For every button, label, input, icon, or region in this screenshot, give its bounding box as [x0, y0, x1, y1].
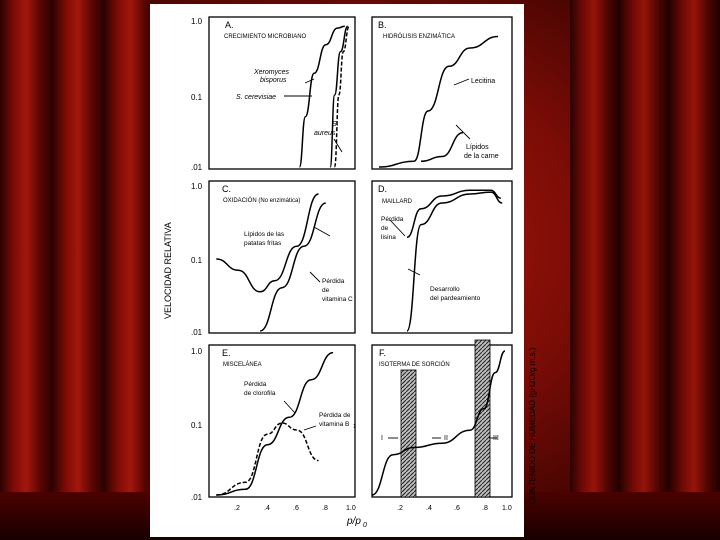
x-tick-e-5: 1.0 — [346, 505, 356, 512]
label-s-cerevisiae: S. cerevisiae — [236, 94, 277, 101]
right-axis-title: CONTENIDO DE HUMEDAD (gH2O/g m.s.) — [528, 347, 537, 504]
panel-d-letter: D. — [378, 184, 387, 194]
panel-b-title: HIDRÓLISIS ENZIMÁTICA — [383, 34, 456, 40]
series-line-d-1 — [407, 190, 501, 237]
figure-svg — [150, 4, 537, 537]
label-de-clorofila: de clorofila — [244, 390, 276, 397]
x-tick-e-3: .6 — [293, 505, 299, 512]
panel-c-title: OXIDACIÓN (No enzimática) — [223, 198, 301, 204]
y-tick-c-2: 0.1 — [191, 256, 203, 265]
label-xeromyces: Xeromyces — [254, 69, 290, 76]
label-bisporus: bisporus — [260, 77, 287, 84]
x-axis-subscript: 0 — [363, 522, 367, 529]
panel-e-letter: E. — [222, 348, 231, 358]
x-tick-f-1: .2 — [397, 505, 403, 512]
zone-bar-1 — [401, 370, 416, 497]
label-vitamina-c: vitamina C — [322, 296, 353, 303]
zone-label-i: I — [381, 435, 383, 442]
label-lisina: lisina — [381, 234, 396, 241]
label-de-c: de — [322, 287, 330, 294]
label-de-la-carne: de la carne — [464, 153, 499, 160]
panel-d-title: MAILLARD — [382, 199, 413, 205]
zone-label-iii: III — [493, 435, 499, 442]
y-tick-a-1: 1.0 — [191, 17, 203, 26]
y-tick-a-2: 0.1 — [191, 93, 203, 102]
label-perdida-de-b1: Pérdida de — [319, 412, 351, 419]
series-line-e-2 — [216, 423, 318, 495]
label-de-lisina: de — [381, 225, 389, 232]
right-curtain — [570, 0, 720, 540]
y-tick-c-3: .01 — [191, 328, 203, 337]
label-patatas-fritas: patatas fritas — [244, 240, 282, 247]
label-perdida-clorofila: Pérdida — [244, 381, 267, 388]
x-tick-f-5: 1.0 — [502, 505, 512, 512]
zone-label-ii: II — [444, 435, 448, 442]
panel-e-title: MISCELÁNEA — [223, 362, 262, 368]
panel-f-title: ISOTERMA DE SORCIÓN — [379, 362, 450, 368]
panel-a-title: CRECIMIENTO MICROBIANO — [224, 34, 307, 40]
x-tick-e-2: .4 — [264, 505, 270, 512]
series-line-c-2 — [260, 203, 326, 331]
label-lipidos: Lípidos — [466, 144, 489, 151]
y-axis-title: VELOCIDAD RELATIVA — [163, 222, 173, 319]
label-perdida-c: Pérdida — [322, 278, 345, 285]
y-tick-e-2: 0.1 — [191, 421, 203, 430]
label-desarrollo: Desarrollo — [430, 286, 460, 293]
panel-b-letter: B. — [378, 20, 387, 30]
x-tick-f-3: .6 — [454, 505, 460, 512]
x-axis-title: p/p — [347, 516, 361, 527]
label-lipidos-patatas: Lípidos de las — [244, 231, 285, 238]
label-pardeamiento: del pardeamiento — [430, 295, 481, 302]
y-tick-e-1: 1.0 — [191, 347, 203, 356]
x-tick-f-2: .4 — [426, 505, 432, 512]
series-line-b-2 — [421, 133, 463, 162]
y-tick-e-3: .01 — [191, 493, 203, 502]
x-tick-e-4: .8 — [322, 505, 328, 512]
panel-f-letter: F. — [379, 348, 387, 358]
left-curtain — [0, 0, 150, 540]
series-line-e-1 — [216, 353, 333, 495]
label-aureus: aureus — [314, 130, 336, 137]
label-perdida-lisina: Pérdida — [381, 216, 404, 223]
x-tick-e-1: .2 — [234, 505, 240, 512]
label-lecitina: Lecitina — [471, 78, 496, 85]
panel-a-letter: A. — [225, 20, 234, 30]
series-line-d-2 — [407, 192, 502, 331]
label-vitamina-b: vitamina B — [319, 421, 350, 428]
figure-sheet — [150, 4, 537, 537]
y-tick-c-1: 1.0 — [191, 182, 203, 191]
y-tick-a-3: .01 — [191, 163, 203, 172]
panel-c-letter: C. — [222, 184, 231, 194]
label-s: S. — [332, 121, 339, 128]
label-b1-subscript: 1 — [353, 424, 356, 430]
x-tick-f-4: .8 — [482, 505, 488, 512]
